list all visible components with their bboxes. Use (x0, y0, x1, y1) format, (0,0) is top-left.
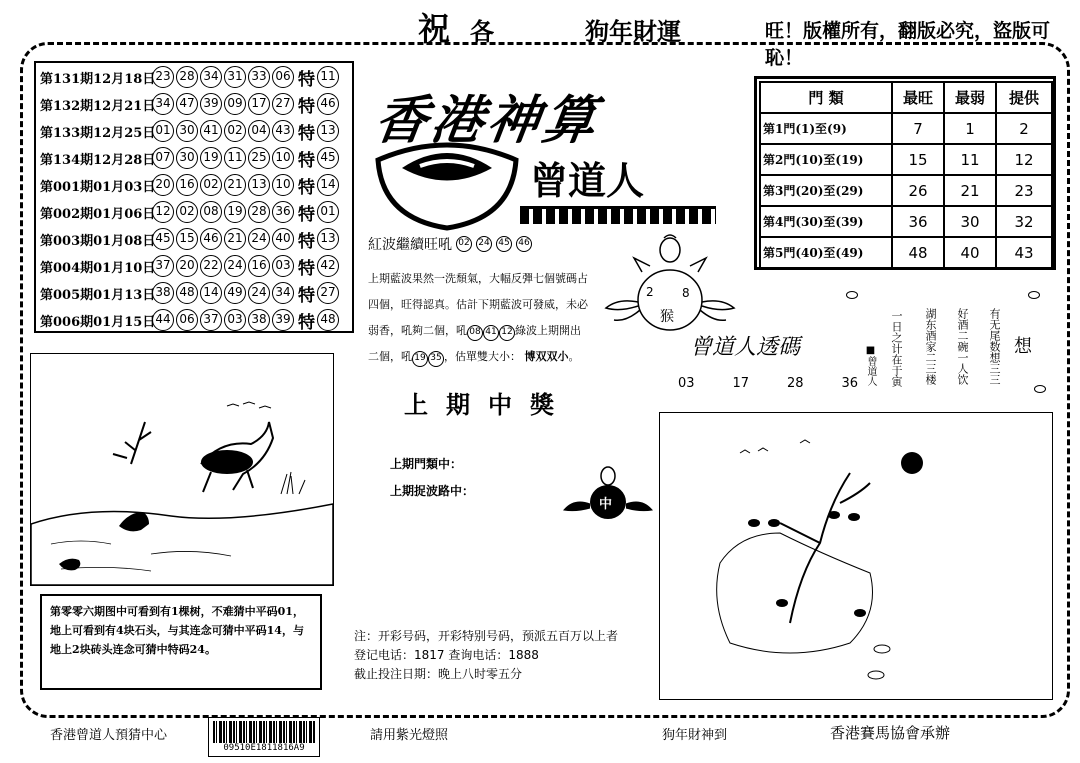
poem-col: 好酒二碗一人饮 (956, 308, 969, 385)
special-ball: 46 (317, 93, 339, 115)
draw-ball: 38 (152, 282, 174, 304)
draw-ball: 02 (176, 201, 198, 223)
analysis-line: 二個，吼 19 35 ，估單雙大小： 博双双小。 (368, 344, 628, 370)
barcode-number: 09510E1811816A9 (223, 743, 305, 753)
category-range: 第5門(40)至(49) (760, 237, 892, 268)
special-marker: 特 (298, 285, 315, 306)
draw-row (40, 173, 341, 197)
poem-col: 有无尾数想三三 (988, 308, 1001, 385)
footer-left: 香港曾道人預猜中心 (50, 728, 168, 743)
analysis-num: 35 (428, 351, 444, 367)
draw-ball: 16 (248, 255, 270, 277)
note-line-3: 截止投注日期：晚上八时零五分 (354, 667, 523, 681)
banner-text-b: 狗年財運 (585, 17, 681, 46)
draw-ball: 44 (152, 309, 174, 331)
draw-ball: 33 (248, 66, 270, 88)
special-marker: 特 (298, 150, 315, 171)
zhong-badge: 中 (599, 497, 613, 512)
draw-label: 第006期01月15日 (40, 314, 156, 330)
category-range: 第3門(20)至(29) (760, 175, 892, 206)
special-marker: 特 (298, 231, 315, 252)
special-ball: 48 (317, 309, 339, 331)
draw-label: 第003期01月08日 (40, 233, 156, 249)
tc-title: 曾道人透碼 (690, 335, 801, 360)
category-give: 12 (996, 144, 1052, 175)
branch-scene-icon (660, 413, 1052, 699)
footer-right-1: 狗年財神到 (662, 728, 728, 743)
analysis-verdict: 博双双小 (524, 350, 569, 363)
riddle-picture (30, 353, 334, 586)
special-ball: 11 (317, 66, 339, 88)
draw-row (40, 146, 341, 170)
draw-ball: 10 (272, 174, 294, 196)
monkey-char: 猴 (660, 309, 674, 325)
draw-ball: 21 (224, 174, 246, 196)
draw-ball: 48 (176, 282, 198, 304)
category-row (760, 113, 1052, 144)
barcode-bars-icon (213, 721, 315, 743)
draw-ball: 21 (224, 228, 246, 250)
draw-ball: 46 (200, 228, 222, 250)
draw-ball: 19 (200, 147, 222, 169)
draw-row (40, 254, 341, 278)
category-max: 7 (892, 113, 944, 144)
draw-row (40, 92, 341, 116)
logo-subtitle: 曾道人 (530, 158, 645, 203)
draw-ball: 10 (272, 147, 294, 169)
analysis-num: 41 (483, 325, 499, 341)
draw-label: 第131期12月18日 (40, 71, 156, 87)
draw-label: 第132期12月21日 (40, 98, 156, 114)
draw-ball: 37 (200, 309, 222, 331)
analysis-num: 12 (499, 325, 515, 341)
header-min: 最弱 (944, 82, 996, 113)
draw-ball: 45 (152, 228, 174, 250)
special-marker: 特 (298, 204, 315, 225)
category-min: 1 (944, 113, 996, 144)
category-max: 26 (892, 175, 944, 206)
draw-label: 第005期01月13日 (40, 287, 156, 303)
draw-ball: 47 (176, 93, 198, 115)
category-max: 15 (892, 144, 944, 175)
category-row (760, 237, 1052, 268)
draw-label: 第133期12月25日 (40, 125, 156, 141)
note-line-1: 注：开彩号码，开彩特别号码，预派五百万以上者 (354, 629, 619, 643)
draw-row (40, 227, 341, 251)
draw-ball: 41 (200, 120, 222, 142)
draw-ball: 28 (248, 201, 270, 223)
special-marker: 特 (298, 123, 315, 144)
special-marker: 特 (298, 69, 315, 90)
category-max: 36 (892, 206, 944, 237)
draw-ball: 06 (176, 309, 198, 331)
last-hit-wave: 上期捉波路中： (390, 484, 475, 498)
draw-ball: 07 (152, 147, 174, 169)
draw-ball: 43 (272, 120, 294, 142)
category-range: 第1門(1)至(9) (760, 113, 892, 144)
poem-author: ■曾道人 (865, 345, 876, 386)
draw-ball: 30 (176, 147, 198, 169)
banner-big-char: 祝 (418, 10, 451, 48)
tc-num: 36 (841, 376, 858, 391)
category-row (760, 175, 1052, 206)
draw-row (40, 308, 341, 332)
draw-label: 第001期01月03日 (40, 179, 156, 195)
analysis-text (368, 266, 628, 370)
logo-stripes (520, 206, 716, 224)
category-min: 40 (944, 237, 996, 268)
category-give: 23 (996, 175, 1052, 206)
draw-ball: 36 (272, 201, 294, 223)
draw-ball: 06 (272, 66, 294, 88)
category-table-box (754, 76, 1056, 270)
draw-ball: 39 (272, 309, 294, 331)
tc-num: 17 (732, 376, 750, 391)
red-wave-num: 02 (456, 236, 472, 252)
draw-label: 第134期12月28日 (40, 152, 156, 168)
draw-ball: 39 (200, 93, 222, 115)
draw-ball: 02 (224, 120, 246, 142)
draw-ball: 30 (176, 120, 198, 142)
draw-ball: 15 (176, 228, 198, 250)
footer-mid: 請用紫光燈照 (370, 728, 449, 743)
draw-ball: 20 (152, 174, 174, 196)
draw-row (40, 119, 341, 143)
logo-title: 香港神算 (371, 90, 604, 151)
special-marker: 特 (298, 258, 315, 279)
draw-ball: 11 (224, 147, 246, 169)
riddle-box: 第零零六期图中可看到有1棵树，不难猜中平码01，地上可看到有4块石头，与其连念可猜中平码14，与地上2块砖头连念可猜中特码24。 (40, 594, 322, 690)
red-wave-text: 紅波繼續旺吼 (368, 237, 452, 253)
red-wave-line (368, 234, 532, 254)
draw-ball: 34 (272, 282, 294, 304)
analysis-line: 弱香，吼夠二個，吼 08 41 12 綠波上期開出 (368, 318, 628, 344)
analysis-num: 08 (467, 325, 483, 341)
draw-ball: 12 (152, 201, 174, 223)
last-hit-category: 上期門類中： (390, 457, 463, 471)
special-ball: 14 (317, 174, 339, 196)
draw-ball: 16 (176, 174, 198, 196)
draw-ball: 14 (200, 282, 222, 304)
special-marker: 特 (298, 96, 315, 117)
header-give: 提供 (996, 82, 1052, 113)
poem-dot-icon (1034, 385, 1046, 393)
analysis-line: 四個，旺得認真。估計下期藍波可發威，未必 (368, 298, 588, 311)
red-wave-num: 46 (516, 236, 532, 252)
category-min: 11 (944, 144, 996, 175)
draw-label: 第002期01月06日 (40, 206, 156, 222)
draw-ball: 28 (176, 66, 198, 88)
footer-right-2: 香港賽馬協會承辦 (830, 724, 951, 742)
draw-ball: 37 (152, 255, 174, 277)
draw-ball: 19 (224, 201, 246, 223)
red-wave-num: 24 (476, 236, 492, 252)
draw-ball: 23 (152, 66, 174, 88)
special-ball: 13 (317, 228, 339, 250)
category-give: 43 (996, 237, 1052, 268)
banner-text-c: 旺！版權所有，翻版必究，盜版可恥！ (765, 20, 1051, 69)
draw-ball: 24 (224, 255, 246, 277)
draw-label: 第004期01月10日 (40, 260, 156, 276)
draw-ball: 40 (272, 228, 294, 250)
draw-ball: 20 (176, 255, 198, 277)
draw-row (40, 65, 341, 89)
category-give: 32 (996, 206, 1052, 237)
scene-picture (659, 412, 1053, 700)
draw-ball: 34 (200, 66, 222, 88)
tc-numbers (678, 376, 858, 391)
draw-ball: 38 (248, 309, 270, 331)
draw-ball: 13 (248, 174, 270, 196)
poem-xiang: 想 (1014, 336, 1032, 357)
special-ball: 01 (317, 201, 339, 223)
draw-ball: 24 (248, 228, 270, 250)
category-max: 48 (892, 237, 944, 268)
draw-ball: 01 (152, 120, 174, 142)
poem-dot-icon (846, 291, 858, 299)
analysis-line: 上期藍波果然一洗頹氣，大幅反彈七個號碼占 (368, 272, 588, 285)
draw-history-panel (34, 61, 354, 333)
draw-ball: 17 (248, 93, 270, 115)
barcode (208, 717, 320, 757)
special-ball: 42 (317, 255, 339, 277)
monkey-right-num: 8 (682, 286, 690, 300)
category-row (760, 144, 1052, 175)
note-line-2: 登记电话：1817 查询电话：1888 (354, 648, 539, 662)
header-category: 門 類 (760, 82, 892, 113)
special-ball: 45 (317, 147, 339, 169)
poem-dot-icon (1028, 291, 1040, 299)
category-range: 第4門(30)至(39) (760, 206, 892, 237)
special-marker: 特 (298, 177, 315, 198)
draw-row (40, 281, 341, 305)
category-min: 21 (944, 175, 996, 206)
draw-ball: 03 (224, 309, 246, 331)
draw-ball: 09 (224, 93, 246, 115)
draw-ball: 27 (272, 93, 294, 115)
draw-ball: 24 (248, 282, 270, 304)
last-hit-title: 上期中獎 (404, 390, 572, 419)
draw-ball: 49 (224, 282, 246, 304)
banner-text-a: 各 (470, 17, 494, 46)
draw-ball: 08 (200, 201, 222, 223)
analysis-num: 19 (412, 351, 428, 367)
draw-ball: 04 (248, 120, 270, 142)
category-table (759, 81, 1053, 269)
category-range: 第2門(10)至(19) (760, 144, 892, 175)
special-ball: 13 (317, 120, 339, 142)
draw-ball: 22 (200, 255, 222, 277)
tc-num: 28 (786, 376, 804, 391)
monkey-left-num: 2 (646, 285, 654, 299)
category-give: 2 (996, 113, 1052, 144)
tc-num: 03 (678, 376, 695, 391)
poem-col: 湖东酒家二三楼 (924, 308, 937, 385)
special-ball: 27 (317, 282, 339, 304)
draw-ball: 03 (272, 255, 294, 277)
draw-row (40, 200, 341, 224)
red-wave-num: 45 (496, 236, 512, 252)
draw-ball: 31 (224, 66, 246, 88)
draw-ball: 02 (200, 174, 222, 196)
category-min: 30 (944, 206, 996, 237)
top-banner (0, 0, 1080, 69)
category-row (760, 206, 1052, 237)
draw-ball: 34 (152, 93, 174, 115)
poem-col: 一日之计在于寅 (890, 310, 903, 387)
category-header-row (760, 82, 1052, 113)
draw-ball: 25 (248, 147, 270, 169)
header-max: 最旺 (892, 82, 944, 113)
cats-scene-icon (31, 354, 333, 585)
special-marker: 特 (298, 312, 315, 333)
